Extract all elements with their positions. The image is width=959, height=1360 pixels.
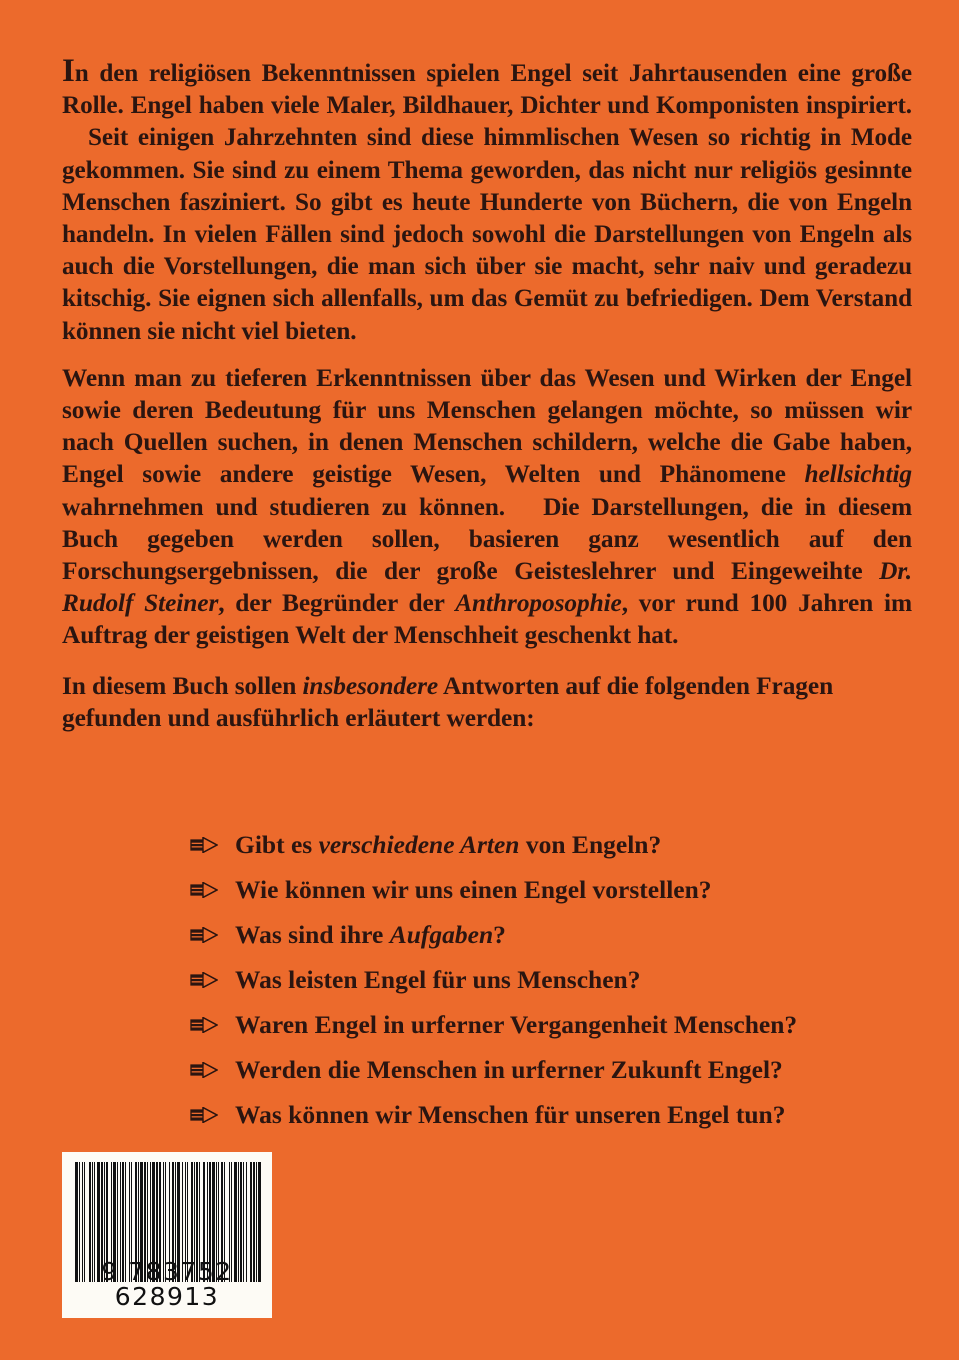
question-text-pre: Waren Engel in urferner Vergangenheit Menschen? (235, 1010, 798, 1039)
shaded-right-arrow-icon (190, 1062, 218, 1078)
question-text-emphasis: verschiedene Arten (318, 830, 520, 859)
emphasis-anthroposophie: Anthroposophie (455, 589, 622, 618)
question-item (62, 1002, 912, 1047)
shaded-right-arrow-icon (190, 972, 218, 988)
paragraph-3 (62, 670, 912, 734)
question-item (62, 867, 912, 912)
shaded-right-arrow-icon (190, 1017, 218, 1033)
question-item (62, 1047, 912, 1092)
paragraph-1 (62, 53, 912, 348)
paragraph-3-part-2: Antworten auf die folgenden Fragen gefunden und ausführlich erläutert werden: (62, 671, 834, 732)
emphasis-insbesondere: insbesondere (302, 671, 439, 700)
question-list (62, 822, 912, 1137)
shaded-right-arrow-icon (190, 1107, 218, 1123)
question-text-pre: Werden die Menschen in urferner Zukunft Engel? (235, 1055, 783, 1084)
paragraph-1-text: n den religiösen Bekenntnissen spielen Engel seit Jahrtausenden eine große Rolle. Engel haben viele Maler, Bildhauer, Dichter und Komponisten inspiriert. (62, 60, 912, 120)
drop-cap: I (62, 53, 75, 89)
emphasis-rudolf-steiner: Dr. Rudolf Steiner (62, 557, 912, 618)
paragraph-2 (62, 362, 912, 652)
question-text-pre: Was leisten Engel für uns Menschen? (235, 965, 641, 994)
paragraph-2-part-2: wahrnehmen und studieren zu können. (62, 492, 506, 521)
shaded-right-arrow-icon (190, 837, 218, 853)
shaded-right-arrow-icon (190, 882, 218, 898)
question-item (62, 1092, 912, 1137)
question-item (62, 822, 912, 867)
question-text-pre: Was sind ihre (235, 920, 390, 949)
question-item (62, 957, 912, 1002)
paragraph-3-part-1: In diesem Buch sollen (62, 671, 303, 700)
question-item (62, 912, 912, 957)
paragraph-2-part-5: , vor rund 100 Jahren im Auftrag der geistigen Welt der Menschheit geschenkt hat. (62, 589, 912, 650)
question-text-post: ? (493, 920, 506, 949)
question-text-post: von Engeln? (519, 830, 662, 859)
paragraph-2-part-4: , der Begründer der (218, 589, 456, 618)
question-text-emphasis: Aufgaben (389, 920, 494, 949)
shaded-right-arrow-icon (190, 927, 218, 943)
paragraph-1-continuation: Seit einigen Jahrzehnten sind diese himmlischen Wesen so richtig in Mode gekommen. Sie sind zu einem Thema geworden, das nicht nur religiös gesinnte Menschen fasziniert. So gibt es heute Hunderte von Büchern, die von Engeln handeln. In vielen Fällen sind jedoch sowohl die Darstellungen von Engeln als auch die Vorstellungen, die man sich über sie macht, sehr naiv und geradezu kitschig. Sie eignen sich allenfalls, um das Gemüt zu befriedigen. Dem Verstand können sie nicht viel bieten. (62, 124, 912, 345)
question-text-pre: Wie können wir uns einen Engel vorstellen? (235, 875, 712, 904)
question-text-pre: Was können wir Menschen für unseren Engel tun? (235, 1100, 786, 1129)
barcode-number: 9 783752 628913 (101, 1257, 233, 1311)
emphasis-hellsichtig: hellsichtig (804, 460, 912, 489)
isbn-barcode (62, 1152, 272, 1318)
question-text-pre: Gibt es (235, 830, 319, 859)
blurb-text-block (62, 53, 912, 734)
paragraph-2-part-1: Wenn man zu tieferen Erkenntnissen über das Wesen und Wirken der Engel sowie deren Bedeutung für uns Menschen gelangen möchte, so müssen wir nach Quellen suchen, in denen Menschen schildern, welche die Gabe haben, Engel sowie andere geistige Wesen, Welten und Phänomene (62, 363, 912, 489)
paragraph-2-part-3: Die Darstellungen, die in diesem Buch gegeben werden sollen, basieren ganz wesentlich auf den Forschungsergebnissen, die der große Geisteslehrer und Eingeweihte (62, 492, 912, 586)
